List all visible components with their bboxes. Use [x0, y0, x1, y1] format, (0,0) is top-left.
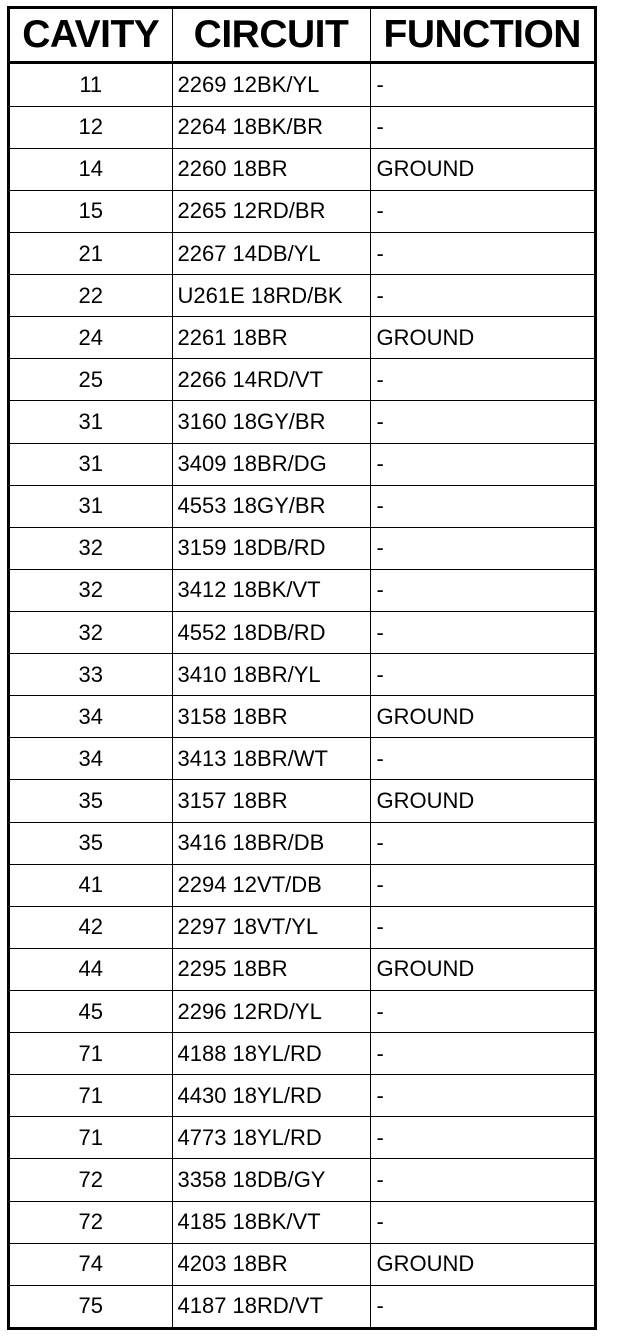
- function-cell: -: [370, 906, 594, 948]
- table-row: [10, 275, 594, 317]
- function-cell: -: [370, 822, 594, 864]
- cavity-cell: 75: [10, 1285, 172, 1327]
- table-row: [10, 106, 594, 148]
- function-cell: -: [370, 611, 594, 653]
- table-row: [10, 443, 594, 485]
- cavity-cell: 25: [10, 359, 172, 401]
- table-row: [10, 569, 594, 611]
- function-cell: -: [370, 527, 594, 569]
- function-cell: -: [370, 1201, 594, 1243]
- circuit-cell: 3158 18BR: [172, 696, 370, 738]
- table-row: [10, 822, 594, 864]
- cavity-cell: 11: [10, 63, 172, 107]
- cavity-cell: 34: [10, 738, 172, 780]
- cavity-cell: 14: [10, 148, 172, 190]
- circuit-cell: 3157 18BR: [172, 780, 370, 822]
- circuit-cell: 2295 18BR: [172, 948, 370, 990]
- circuit-cell: 3416 18BR/DB: [172, 822, 370, 864]
- cavity-cell: 12: [10, 106, 172, 148]
- function-cell: -: [370, 1117, 594, 1159]
- function-cell: -: [370, 443, 594, 485]
- function-cell: -: [370, 569, 594, 611]
- function-cell: -: [370, 1285, 594, 1327]
- function-header: FUNCTION: [370, 9, 594, 63]
- function-cell: GROUND: [370, 780, 594, 822]
- cavity-header: CAVITY: [10, 9, 172, 63]
- circuit-cell: 4552 18DB/RD: [172, 611, 370, 653]
- function-cell: -: [370, 106, 594, 148]
- cavity-cell: 24: [10, 317, 172, 359]
- function-cell: -: [370, 359, 594, 401]
- function-cell: -: [370, 233, 594, 275]
- circuit-cell: 2297 18VT/YL: [172, 906, 370, 948]
- table-row: [10, 359, 594, 401]
- circuit-cell: 2260 18BR: [172, 148, 370, 190]
- circuit-cell: 4185 18BK/VT: [172, 1201, 370, 1243]
- table-row: [10, 233, 594, 275]
- circuit-cell: 2264 18BK/BR: [172, 106, 370, 148]
- circuit-cell: 3159 18DB/RD: [172, 527, 370, 569]
- table-row: [10, 401, 594, 443]
- table-row: [10, 148, 594, 190]
- circuit-cell: 2267 14DB/YL: [172, 233, 370, 275]
- circuit-cell: 4188 18YL/RD: [172, 1033, 370, 1075]
- circuit-cell: 2265 12RD/BR: [172, 190, 370, 232]
- circuit-cell: 3409 18BR/DG: [172, 443, 370, 485]
- function-cell: -: [370, 1033, 594, 1075]
- function-cell: -: [370, 1075, 594, 1117]
- circuit-cell: 4553 18GY/BR: [172, 485, 370, 527]
- table-row: [10, 780, 594, 822]
- circuit-cell: 3410 18BR/YL: [172, 654, 370, 696]
- circuit-header: CIRCUIT: [172, 9, 370, 63]
- table-row: [10, 611, 594, 653]
- table-row: [10, 485, 594, 527]
- table-row: [10, 190, 594, 232]
- cavity-cell: 41: [10, 864, 172, 906]
- cavity-cell: 31: [10, 401, 172, 443]
- circuit-cell: 2266 14RD/VT: [172, 359, 370, 401]
- table-row: [10, 1117, 594, 1159]
- function-cell: -: [370, 1159, 594, 1201]
- cavity-cell: 45: [10, 990, 172, 1032]
- function-cell: -: [370, 654, 594, 696]
- cavity-cell: 44: [10, 948, 172, 990]
- circuit-cell: 4430 18YL/RD: [172, 1075, 370, 1117]
- circuit-cell: 3412 18BK/VT: [172, 569, 370, 611]
- table-body: [10, 63, 594, 1328]
- cavity-cell: 33: [10, 654, 172, 696]
- circuit-cell: 3358 18DB/GY: [172, 1159, 370, 1201]
- connector-pinout-table-frame: [7, 6, 597, 1330]
- cavity-cell: 35: [10, 822, 172, 864]
- circuit-cell: 4203 18BR: [172, 1243, 370, 1285]
- table-row: [10, 948, 594, 990]
- table-row: [10, 1243, 594, 1285]
- circuit-cell: 2269 12BK/YL: [172, 63, 370, 107]
- table-row: [10, 654, 594, 696]
- connector-pinout-table: [10, 9, 594, 1327]
- table-row: [10, 63, 594, 107]
- cavity-cell: 21: [10, 233, 172, 275]
- cavity-cell: 22: [10, 275, 172, 317]
- table-row: [10, 1201, 594, 1243]
- cavity-cell: 35: [10, 780, 172, 822]
- table-row: [10, 1159, 594, 1201]
- circuit-cell: 2261 18BR: [172, 317, 370, 359]
- function-cell: GROUND: [370, 1243, 594, 1285]
- cavity-cell: 71: [10, 1075, 172, 1117]
- cavity-cell: 32: [10, 527, 172, 569]
- function-cell: -: [370, 738, 594, 780]
- circuit-cell: 3413 18BR/WT: [172, 738, 370, 780]
- header-row: [10, 9, 594, 63]
- table-row: [10, 317, 594, 359]
- table-row: [10, 738, 594, 780]
- cavity-cell: 32: [10, 611, 172, 653]
- table-row: [10, 696, 594, 738]
- table-row: [10, 990, 594, 1032]
- function-cell: -: [370, 485, 594, 527]
- table-row: [10, 906, 594, 948]
- function-cell: -: [370, 990, 594, 1032]
- circuit-cell: 2294 12VT/DB: [172, 864, 370, 906]
- cavity-cell: 74: [10, 1243, 172, 1285]
- cavity-cell: 71: [10, 1117, 172, 1159]
- table-row: [10, 1285, 594, 1327]
- cavity-cell: 32: [10, 569, 172, 611]
- function-cell: -: [370, 190, 594, 232]
- function-cell: -: [370, 401, 594, 443]
- circuit-cell: U261E 18RD/BK: [172, 275, 370, 317]
- cavity-cell: 72: [10, 1201, 172, 1243]
- circuit-cell: 3160 18GY/BR: [172, 401, 370, 443]
- cavity-cell: 31: [10, 443, 172, 485]
- function-cell: -: [370, 864, 594, 906]
- circuit-cell: 4773 18YL/RD: [172, 1117, 370, 1159]
- table-row: [10, 1033, 594, 1075]
- function-cell: GROUND: [370, 148, 594, 190]
- cavity-cell: 71: [10, 1033, 172, 1075]
- table-row: [10, 1075, 594, 1117]
- function-cell: GROUND: [370, 317, 594, 359]
- circuit-cell: 4187 18RD/VT: [172, 1285, 370, 1327]
- cavity-cell: 34: [10, 696, 172, 738]
- cavity-cell: 31: [10, 485, 172, 527]
- function-cell: -: [370, 275, 594, 317]
- cavity-cell: 72: [10, 1159, 172, 1201]
- cavity-cell: 15: [10, 190, 172, 232]
- circuit-cell: 2296 12RD/YL: [172, 990, 370, 1032]
- function-cell: GROUND: [370, 948, 594, 990]
- cavity-cell: 42: [10, 906, 172, 948]
- function-cell: GROUND: [370, 696, 594, 738]
- table-row: [10, 864, 594, 906]
- function-cell: -: [376, 71, 384, 97]
- table-row: [10, 527, 594, 569]
